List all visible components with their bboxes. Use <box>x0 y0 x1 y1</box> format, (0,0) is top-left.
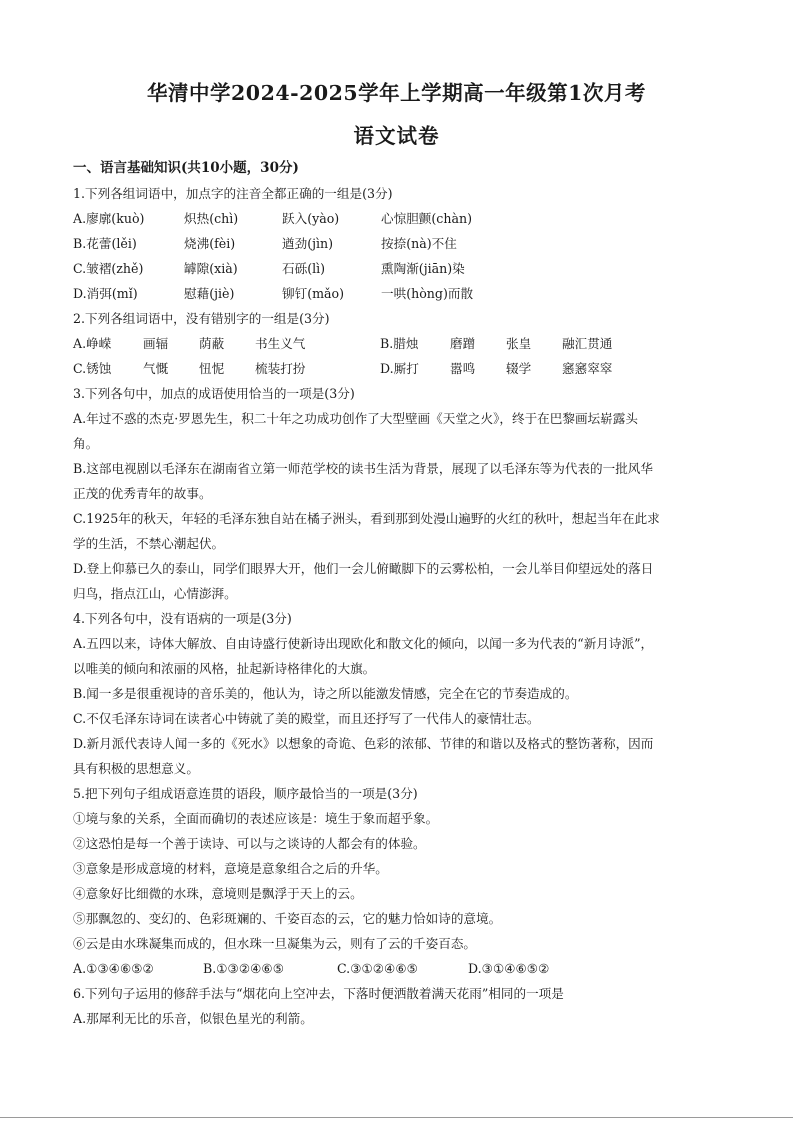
option-word: 熏陶渐(jiān)染 <box>381 261 465 276</box>
question-5-options <box>73 956 721 981</box>
question-5-sentence: ③意象是形成意境的材料，意境是意象组合之后的升华。 <box>73 861 388 876</box>
question-5-stem: 5.把下列句子组成语意连贯的语段，顺序最恰当的一项是(3分) <box>73 786 418 801</box>
option-choice: B.①③②④⑥⑤ <box>203 961 284 976</box>
option-word: 梳装打扮 <box>255 361 306 376</box>
question-4-line: C.不仅毛泽东诗词在读者心中铸就了美的殿堂，而且还抒写了一代伟人的豪情壮志。 <box>73 711 540 726</box>
exam-content <box>73 156 721 1031</box>
option-word: 忸怩 <box>199 361 225 376</box>
question-5-sentence: ①境与象的关系，全面而确切的表述应该是：境生于象而超乎象。 <box>73 811 439 826</box>
option-word: 遒劲(jìn) <box>282 236 334 251</box>
option-word: 荫蔽 <box>199 336 225 351</box>
option-word: 画辐 <box>143 336 169 351</box>
question-3-line: 学的生活，不禁心潮起伏。 <box>73 536 225 551</box>
option-word: 嚣鸣 <box>450 361 476 376</box>
exam-title: 华清中学2024-2025学年上学期高一年级第1次月考 <box>147 81 646 105</box>
question-3-line: 角。 <box>73 436 99 451</box>
option-choice: A.①③④⑥⑤② <box>73 961 154 976</box>
option-word: 石砾(lì) <box>282 261 326 276</box>
question-2-options-ab <box>73 331 721 356</box>
question-5-sentence: ④意象好比细微的水珠，意境则是飘浮于天上的云。 <box>73 886 363 901</box>
option-word: 磨蹭 <box>450 336 476 351</box>
question-3-line: B.这部电视剧以毛泽东在湖南省立第一师范学校的读书生活为背景，展现了以毛泽东等为代表的一批风华 <box>73 461 653 476</box>
option-word: 书生义气 <box>255 336 306 351</box>
option-word: 窸窸窣窣 <box>562 361 613 376</box>
option-word: 张皇 <box>506 336 532 351</box>
question-6-line: A.那犀利无比的乐音，似银色星光的利箭。 <box>73 1011 313 1026</box>
option-word: D.消弭(mǐ) <box>73 286 138 301</box>
question-3-line: 归鸟，指点江山，心情澎湃。 <box>73 586 237 601</box>
option-word: C.皱褶(zhě) <box>73 261 144 276</box>
option-word: 融汇贯通 <box>562 336 613 351</box>
question-1-option-c <box>73 256 721 281</box>
option-word: 按捺(nà)不住 <box>381 236 457 251</box>
option-choice: D.③①④⑥⑤② <box>468 961 550 976</box>
question-2-options-cd <box>73 356 721 381</box>
question-5-sentence: ②这恐怕是每一个善于读诗、可以与之谈诗的人都会有的体验。 <box>73 836 426 851</box>
option-word: B.花蕾(lěi) <box>73 236 137 251</box>
question-3-line: D.登上仰慕已久的泰山，同学们眼界大开，他们一会儿俯瞰脚下的云雾松柏，一会儿举目仰望远处的落日 <box>73 561 654 576</box>
option-word: 一哄(hòng)而散 <box>381 286 474 301</box>
question-1-option-b <box>73 231 721 256</box>
option-word: 罅隙(xià) <box>184 261 238 276</box>
question-4-stem: 4.下列各句中，没有语病的一项是(3分) <box>73 611 292 626</box>
option-word: 炽热(chì) <box>184 211 239 226</box>
question-2-stem: 2.下列各组词语中，没有错别字的一组是(3分) <box>73 311 330 326</box>
question-3-line: 正茂的优秀青年的故事。 <box>73 486 212 501</box>
question-4-line: A.五四以来，诗体大解放、自由诗盛行使新诗出现欧化和散文化的倾向，以闻一多为代表的“新月诗派”， <box>73 636 654 651</box>
question-3-line: A.年过不惑的杰克·罗恩先生，积二十年之功成功创作了大型壁画《天堂之火》，终于在巴黎画坛崭露头 <box>73 411 638 426</box>
option-word: A.峥嵘 <box>73 336 112 351</box>
question-4-line: B.闻一多是很重视诗的音乐美的，他认为，诗之所以能激发情感，完全在它的节奏造成的。 <box>73 686 578 701</box>
option-word: D.厮打 <box>380 361 419 376</box>
option-word: A.廖廓(kuò) <box>73 211 145 226</box>
option-word: 心惊胆颤(chàn) <box>381 211 472 226</box>
question-3-stem: 3.下列各句中，加点的成语使用恰当的一项是(3分) <box>73 386 355 401</box>
exam-subtitle: 语文试卷 <box>353 124 440 148</box>
option-word: 慰藉(jiè) <box>184 286 235 301</box>
option-word: 辍学 <box>506 361 532 376</box>
question-6-stem: 6.下列句子运用的修辞手法与“烟花向上空冲去，下落时便洒散着满天花雨”相同的一项是 <box>73 986 564 1001</box>
option-word: B.腊烛 <box>380 336 419 351</box>
question-5-sentence: ⑥云是由水珠凝集而成的，但水珠一旦凝集为云，则有了云的千姿百态。 <box>73 936 476 951</box>
option-word: C.锈蚀 <box>73 361 112 376</box>
option-word: 烧沸(fèi) <box>184 236 236 251</box>
question-3-line: C.1925年的秋天，年轻的毛泽东独自站在橘子洲头，看到那到处漫山遍野的火红的秋叶，想起当年在此求 <box>73 511 660 526</box>
section-heading: 一、语言基础知识(共10小题，30分) <box>73 160 299 176</box>
question-1-stem: 1.下列各组词语中，加点字的注音全都正确的一组是(3分) <box>73 186 393 201</box>
question-4-line: 以唯美的倾向和浓丽的风格，扯起新诗格律化的大旗。 <box>73 661 376 676</box>
question-4-line: D.新月派代表诗人闻一多的《死水》以想象的奇诡、色彩的浓郁、节律的和谐以及格式的整饬著称，因而 <box>73 736 654 751</box>
question-5-sentence: ⑤那飘忽的、变幻的、色彩斑斓的、千姿百态的云，它的魅力恰如诗的意境。 <box>73 911 502 926</box>
question-1-option-a <box>73 206 721 231</box>
page-bottom-rule <box>0 1117 793 1118</box>
option-word: 跃入(yào) <box>282 211 340 226</box>
question-4-line: 具有积极的思想意义。 <box>73 761 199 776</box>
option-word: 铆钉(mǎo) <box>282 286 345 301</box>
question-1-option-d <box>73 281 721 306</box>
option-word: 气慨 <box>143 361 169 376</box>
option-choice: C.③①②④⑥⑤ <box>337 961 418 976</box>
